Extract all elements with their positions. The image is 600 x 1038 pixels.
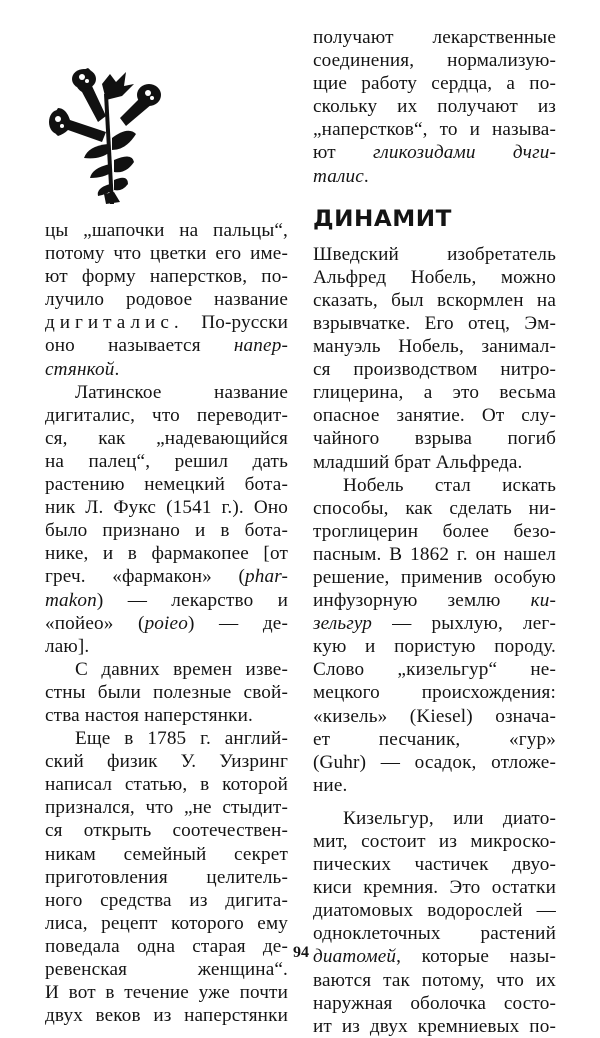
section-heading-dynamite: ДИНАМИТ xyxy=(313,206,452,232)
text-line: И вот в течение уже почти xyxy=(45,982,288,1004)
left-column xyxy=(45,219,288,1027)
text-line: Латинское название xyxy=(75,381,288,403)
text-line: Слово „кизельгур“ не- xyxy=(313,659,556,681)
text-line: Еще в 1785 г. англий- xyxy=(75,728,288,750)
text-line: греч. «фармакон» (phar- xyxy=(45,566,288,588)
text-line: Альфред Нобель, можно xyxy=(313,266,556,288)
text-line: диатомей, которые назы- xyxy=(313,946,556,968)
text-line: взрывчатке. Его отец, Эм- xyxy=(313,312,556,334)
italic-term: poieo xyxy=(144,612,188,634)
text-line: Нобель стал искать xyxy=(343,474,556,496)
text-line: потому что цветки его име- xyxy=(45,243,288,265)
text-line: скольку их получают из xyxy=(313,96,556,118)
text-line: получают лекарственные xyxy=(313,27,556,48)
text-line: щие работу сердца, а по- xyxy=(313,73,556,95)
text-line: ник Л. Фукс (1541 г.). Оно xyxy=(45,497,288,519)
italic-term: зельгур xyxy=(313,613,373,635)
italic-term: гликозидами дчги- xyxy=(373,142,557,164)
paragraph-nobel-intro xyxy=(313,243,556,474)
paragraph-ancient-use xyxy=(45,658,288,727)
text-line: цы „шапочки на пальцы“, xyxy=(45,220,288,241)
text-line: зельгур — рыхлую, лег- xyxy=(313,613,556,635)
text-line: пических частичек двуо- xyxy=(313,854,556,876)
text-line: кую и пористую породу. xyxy=(313,636,556,658)
text-line: решение, применив особую xyxy=(313,566,556,588)
text-line: написал статью, в которой xyxy=(45,774,288,796)
text-line: ваются так потому, что их xyxy=(313,969,556,991)
text-line: мит, состоит из микроско- xyxy=(313,831,556,852)
text-line: ют гликозидами дчги- xyxy=(313,142,557,164)
page-number: 94 xyxy=(293,944,309,961)
text-line: инфузорную землю ки- xyxy=(313,590,556,612)
text-line: лиса, рецепт которого ему xyxy=(45,912,288,934)
text-line: ют форму наперстков, по- xyxy=(45,266,288,288)
text-line: приготовления целитель- xyxy=(45,866,288,888)
italic-term: напер- xyxy=(233,335,288,357)
paragraph-foxglove-name xyxy=(45,219,288,381)
text-line: мануэль Нобель, занимал- xyxy=(313,336,556,358)
text-line: ет песчаник, «гур» xyxy=(313,728,556,750)
italic-term: ки- xyxy=(530,590,556,612)
paragraph-gap xyxy=(313,797,556,807)
text-line: (Guhr) — осадок, отложе- xyxy=(313,751,556,773)
text-line: лаю]. xyxy=(45,635,90,657)
text-line: С давних времен изве- xyxy=(75,658,288,680)
text-line: ного средства из дигита- xyxy=(45,889,288,911)
text-line: „наперстков“, то и называ- xyxy=(313,119,556,141)
text-line: было признано и в бота- xyxy=(45,520,288,542)
text-line: «пойео» (poieo) — де- xyxy=(45,612,289,634)
text-line: сказать, был вскормлен на xyxy=(313,289,556,311)
text-line: Шведский изобретатель xyxy=(313,243,556,265)
text-line: дигиталис, что переводит- xyxy=(45,404,288,426)
text-line: глицерина, а это весьма xyxy=(313,382,556,404)
text-line: растению немецкий бота- xyxy=(45,474,288,496)
text-line: Кизельгур, или диато- xyxy=(343,807,556,829)
text-line: двух веков из наперстянки xyxy=(45,1005,288,1027)
text-line: стянкой. xyxy=(45,358,120,380)
text-line: никам семейный секрет xyxy=(45,843,288,865)
text-line: опасное занятие. От слу- xyxy=(313,405,556,427)
text-line: ревенская женщина“. xyxy=(45,959,288,980)
paragraph-two-centuries xyxy=(45,981,288,1027)
text-line: поведала одна старая де- xyxy=(45,935,288,957)
text-line: наружная оболочка состо- xyxy=(313,992,556,1014)
text-line: талис. xyxy=(313,165,369,187)
text-line: оно называется напер- xyxy=(45,335,288,357)
paragraph-withering xyxy=(45,727,288,981)
right-column xyxy=(313,26,556,1038)
text-line: ства настоя наперстянки. xyxy=(45,704,253,726)
text-line: пасным. В 1862 г. он нашел xyxy=(313,543,556,565)
text-line: ский физик У. Уизринг xyxy=(45,751,288,773)
text-line: ит из двух кремниевых по- xyxy=(313,1015,556,1037)
text-line: ся открыть соотечествен- xyxy=(45,820,288,842)
foxglove-flower-icon xyxy=(44,34,169,204)
italic-term: phar- xyxy=(244,566,288,588)
text-line: мецкого происхождения: xyxy=(313,682,556,704)
text-line: признался, что „не стыдит- xyxy=(45,797,288,819)
text-line: стны были полезные свой- xyxy=(45,681,288,703)
spaced-term: дигиталис xyxy=(45,312,174,334)
paragraph-kieselguhr xyxy=(313,474,556,797)
text-line: ся производством нитро- xyxy=(313,359,556,381)
paragraph-latin-name xyxy=(45,381,288,658)
text-line: «кизель» (Kiesel) означа- xyxy=(313,705,556,727)
text-line: дигиталис. По-русски xyxy=(45,312,288,334)
paragraph-glycosides xyxy=(313,26,556,188)
text-line: нике, и в фармакопее [от xyxy=(45,543,288,565)
text-line: диатомовых водорослей — xyxy=(313,900,556,922)
paragraph-diatomite xyxy=(313,807,556,1038)
text-line: лучило родовое название xyxy=(45,289,288,311)
text-line: одноклеточных растений xyxy=(313,923,556,945)
text-line: ся, как „надевающийся xyxy=(45,427,288,449)
text-line: соединения, нормализую- xyxy=(313,50,556,72)
italic-term: талис xyxy=(313,165,364,187)
italic-term: стянкой xyxy=(45,358,115,380)
text-line: троглицерин более безо- xyxy=(313,520,556,542)
text-line: на палец“, решил дать xyxy=(45,450,288,472)
text-line: младший брат Альфреда. xyxy=(313,451,523,473)
text-line: киси кремния. Это остатки xyxy=(313,877,556,899)
text-line: способы, как сделать ни- xyxy=(313,497,556,519)
italic-term: диатомей xyxy=(313,946,397,968)
text-line: чайного взрыва погиб xyxy=(313,428,556,450)
text-line: ние. xyxy=(313,774,348,796)
italic-term: makon xyxy=(45,589,97,611)
text-line: makon) — лекарство и xyxy=(45,589,288,611)
foxglove-illustration xyxy=(44,34,169,204)
